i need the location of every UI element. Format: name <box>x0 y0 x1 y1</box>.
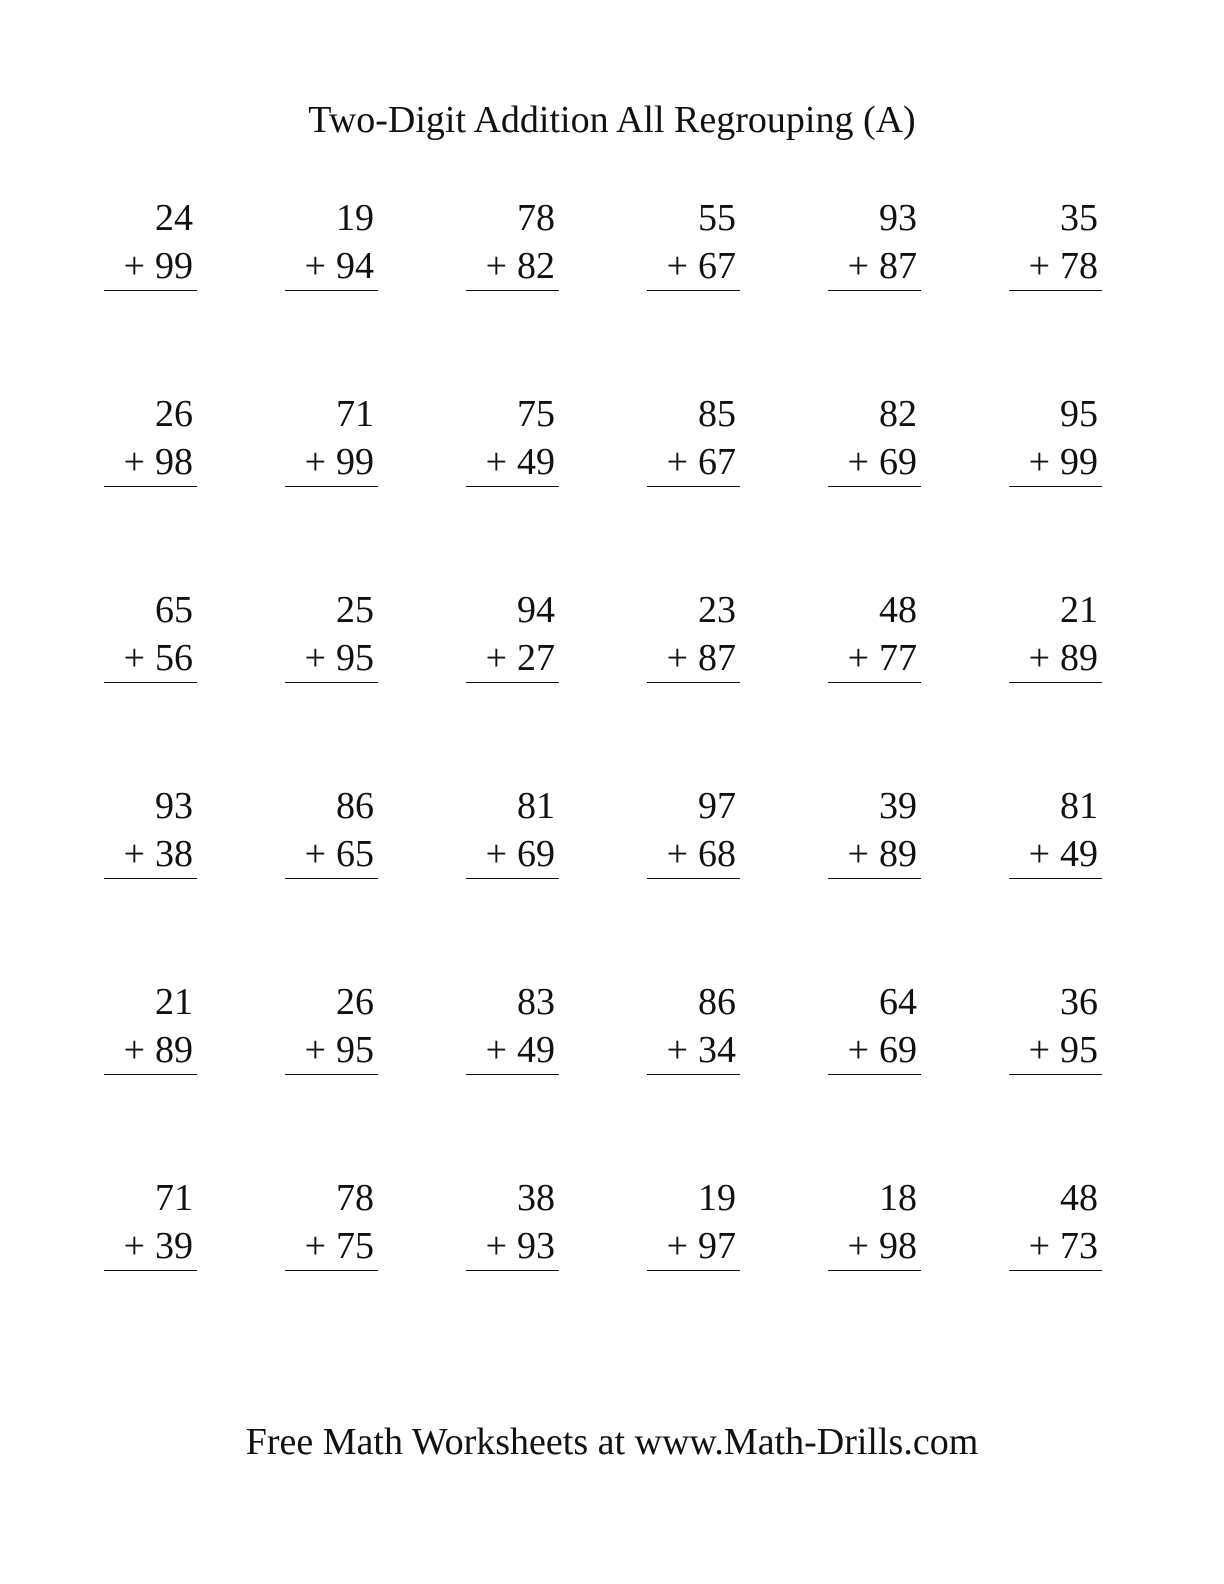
addition-problem <box>285 782 378 978</box>
bottom-addend: 78 <box>1060 245 1098 287</box>
bottom-addend-row <box>828 830 921 879</box>
addition-problem <box>104 194 197 390</box>
bottom-addend-row <box>466 830 559 879</box>
bottom-addend-row <box>466 1222 559 1271</box>
bottom-addend: 95 <box>1060 1029 1098 1071</box>
bottom-addend-row <box>104 438 197 487</box>
top-addend: 39 <box>879 785 917 827</box>
addition-problem <box>828 390 921 586</box>
plus-sign: + <box>1028 637 1050 679</box>
plus-sign: + <box>304 441 326 483</box>
bottom-addend: 38 <box>155 833 193 875</box>
bottom-addend-row <box>285 242 378 291</box>
top-addend: 26 <box>155 393 193 435</box>
addition-problem <box>828 978 921 1174</box>
bottom-addend: 98 <box>879 1225 917 1267</box>
bottom-addend: 89 <box>879 833 917 875</box>
bottom-addend-row <box>828 1222 921 1271</box>
bottom-addend: 98 <box>155 441 193 483</box>
top-addend: 78 <box>517 197 555 239</box>
plus-sign: + <box>1028 1029 1050 1071</box>
addition-problem <box>466 586 559 782</box>
plus-sign: + <box>847 441 869 483</box>
bottom-addend: 67 <box>698 245 736 287</box>
addition-problem <box>466 782 559 978</box>
bottom-addend-row <box>647 438 740 487</box>
plus-sign: + <box>847 1029 869 1071</box>
bottom-addend-row <box>466 242 559 291</box>
plus-sign: + <box>123 1029 145 1071</box>
plus-sign: + <box>304 637 326 679</box>
bottom-addend-row <box>647 634 740 683</box>
addition-problem <box>828 1174 921 1370</box>
plus-sign: + <box>485 1225 507 1267</box>
bottom-addend: 82 <box>517 245 555 287</box>
bottom-addend-row <box>104 1222 197 1271</box>
plus-sign: + <box>304 245 326 287</box>
plus-sign: + <box>485 245 507 287</box>
addition-problem <box>285 978 378 1174</box>
bottom-addend-row <box>285 1026 378 1075</box>
top-addend: 48 <box>879 589 917 631</box>
addition-problem <box>285 1174 378 1370</box>
bottom-addend: 69 <box>517 833 555 875</box>
bottom-addend-row <box>104 242 197 291</box>
bottom-addend-row <box>828 634 921 683</box>
bottom-addend: 27 <box>517 637 555 679</box>
addition-problem <box>466 390 559 586</box>
top-addend: 26 <box>336 981 374 1023</box>
plus-sign: + <box>666 637 688 679</box>
addition-problem <box>647 194 740 390</box>
plus-sign: + <box>1028 441 1050 483</box>
plus-sign: + <box>123 245 145 287</box>
top-addend: 24 <box>155 197 193 239</box>
top-addend: 35 <box>1060 197 1098 239</box>
addition-problem <box>647 978 740 1174</box>
bottom-addend: 87 <box>698 637 736 679</box>
plus-sign: + <box>304 1029 326 1071</box>
addition-problem <box>104 782 197 978</box>
top-addend: 82 <box>879 393 917 435</box>
addition-problem <box>1009 194 1102 390</box>
top-addend: 75 <box>517 393 555 435</box>
plus-sign: + <box>847 637 869 679</box>
plus-sign: + <box>304 833 326 875</box>
top-addend: 21 <box>1060 589 1098 631</box>
top-addend: 78 <box>336 1177 374 1219</box>
bottom-addend-row <box>466 1026 559 1075</box>
bottom-addend: 95 <box>336 1029 374 1071</box>
top-addend: 97 <box>698 785 736 827</box>
addition-problem <box>647 782 740 978</box>
plus-sign: + <box>1028 833 1050 875</box>
bottom-addend: 77 <box>879 637 917 679</box>
addition-problem <box>104 1174 197 1370</box>
plus-sign: + <box>123 441 145 483</box>
addition-problem <box>1009 586 1102 782</box>
top-addend: 19 <box>336 197 374 239</box>
top-addend: 81 <box>517 785 555 827</box>
addition-problem <box>1009 1174 1102 1370</box>
bottom-addend: 89 <box>1060 637 1098 679</box>
top-addend: 65 <box>155 589 193 631</box>
addition-problem <box>104 978 197 1174</box>
bottom-addend: 99 <box>336 441 374 483</box>
top-addend: 25 <box>336 589 374 631</box>
bottom-addend-row <box>466 438 559 487</box>
bottom-addend-row <box>104 830 197 879</box>
bottom-addend: 49 <box>517 441 555 483</box>
top-addend: 21 <box>155 981 193 1023</box>
bottom-addend: 75 <box>336 1225 374 1267</box>
plus-sign: + <box>666 245 688 287</box>
bottom-addend: 89 <box>155 1029 193 1071</box>
bottom-addend-row <box>104 1026 197 1075</box>
bottom-addend-row <box>1009 1222 1102 1271</box>
addition-problem <box>1009 782 1102 978</box>
top-addend: 94 <box>517 589 555 631</box>
top-addend: 81 <box>1060 785 1098 827</box>
bottom-addend: 97 <box>698 1225 736 1267</box>
bottom-addend-row <box>1009 634 1102 683</box>
bottom-addend-row <box>104 634 197 683</box>
plus-sign: + <box>485 1029 507 1071</box>
bottom-addend-row <box>1009 830 1102 879</box>
bottom-addend-row <box>828 242 921 291</box>
top-addend: 86 <box>336 785 374 827</box>
top-addend: 23 <box>698 589 736 631</box>
plus-sign: + <box>666 441 688 483</box>
plus-sign: + <box>847 833 869 875</box>
bottom-addend-row <box>828 438 921 487</box>
bottom-addend-row <box>285 1222 378 1271</box>
top-addend: 71 <box>155 1177 193 1219</box>
plus-sign: + <box>666 1225 688 1267</box>
bottom-addend: 93 <box>517 1225 555 1267</box>
top-addend: 55 <box>698 197 736 239</box>
plus-sign: + <box>847 1225 869 1267</box>
plus-sign: + <box>1028 1225 1050 1267</box>
bottom-addend: 99 <box>155 245 193 287</box>
plus-sign: + <box>485 833 507 875</box>
bottom-addend-row <box>466 634 559 683</box>
bottom-addend-row <box>1009 242 1102 291</box>
plus-sign: + <box>304 1225 326 1267</box>
bottom-addend-row <box>285 438 378 487</box>
plus-sign: + <box>666 1029 688 1071</box>
top-addend: 48 <box>1060 1177 1098 1219</box>
addition-problem <box>285 586 378 782</box>
top-addend: 95 <box>1060 393 1098 435</box>
top-addend: 83 <box>517 981 555 1023</box>
bottom-addend-row <box>647 1026 740 1075</box>
bottom-addend-row <box>1009 438 1102 487</box>
top-addend: 38 <box>517 1177 555 1219</box>
bottom-addend: 69 <box>879 1029 917 1071</box>
bottom-addend: 67 <box>698 441 736 483</box>
addition-problem <box>466 978 559 1174</box>
bottom-addend: 34 <box>698 1029 736 1071</box>
page-title: Two-Digit Addition All Regrouping (A) <box>308 99 916 141</box>
bottom-addend: 49 <box>517 1029 555 1071</box>
bottom-addend-row <box>285 830 378 879</box>
top-addend: 71 <box>336 393 374 435</box>
top-addend: 86 <box>698 981 736 1023</box>
bottom-addend: 73 <box>1060 1225 1098 1267</box>
addition-problem <box>647 586 740 782</box>
addition-problem <box>1009 978 1102 1174</box>
bottom-addend: 56 <box>155 637 193 679</box>
addition-problem <box>828 194 921 390</box>
addition-problem <box>285 194 378 390</box>
addition-problem <box>104 390 197 586</box>
bottom-addend: 49 <box>1060 833 1098 875</box>
bottom-addend: 68 <box>698 833 736 875</box>
bottom-addend-row <box>647 1222 740 1271</box>
bottom-addend: 65 <box>336 833 374 875</box>
addition-problem <box>466 194 559 390</box>
top-addend: 64 <box>879 981 917 1023</box>
plus-sign: + <box>1028 245 1050 287</box>
bottom-addend-row <box>828 1026 921 1075</box>
bottom-addend-row <box>647 242 740 291</box>
bottom-addend: 39 <box>155 1225 193 1267</box>
plus-sign: + <box>485 441 507 483</box>
bottom-addend: 94 <box>336 245 374 287</box>
addition-problem <box>828 586 921 782</box>
addition-problem <box>466 1174 559 1370</box>
plus-sign: + <box>485 637 507 679</box>
bottom-addend-row <box>647 830 740 879</box>
plus-sign: + <box>666 833 688 875</box>
bottom-addend: 95 <box>336 637 374 679</box>
bottom-addend-row <box>1009 1026 1102 1075</box>
top-addend: 93 <box>879 197 917 239</box>
footer-text: Free Math Worksheets at www.Math-Drills.com <box>245 1421 979 1463</box>
addition-problem <box>285 390 378 586</box>
addition-problem <box>828 782 921 978</box>
bottom-addend: 69 <box>879 441 917 483</box>
addition-problem <box>104 586 197 782</box>
plus-sign: + <box>123 1225 145 1267</box>
top-addend: 18 <box>879 1177 917 1219</box>
bottom-addend: 99 <box>1060 441 1098 483</box>
top-addend: 85 <box>698 393 736 435</box>
addition-problem <box>1009 390 1102 586</box>
top-addend: 19 <box>698 1177 736 1219</box>
bottom-addend-row <box>285 634 378 683</box>
plus-sign: + <box>847 245 869 287</box>
plus-sign: + <box>123 833 145 875</box>
top-addend: 36 <box>1060 981 1098 1023</box>
plus-sign: + <box>123 637 145 679</box>
addition-problem <box>647 1174 740 1370</box>
addition-problem <box>647 390 740 586</box>
bottom-addend: 87 <box>879 245 917 287</box>
top-addend: 93 <box>155 785 193 827</box>
problem-grid <box>104 194 1104 1370</box>
